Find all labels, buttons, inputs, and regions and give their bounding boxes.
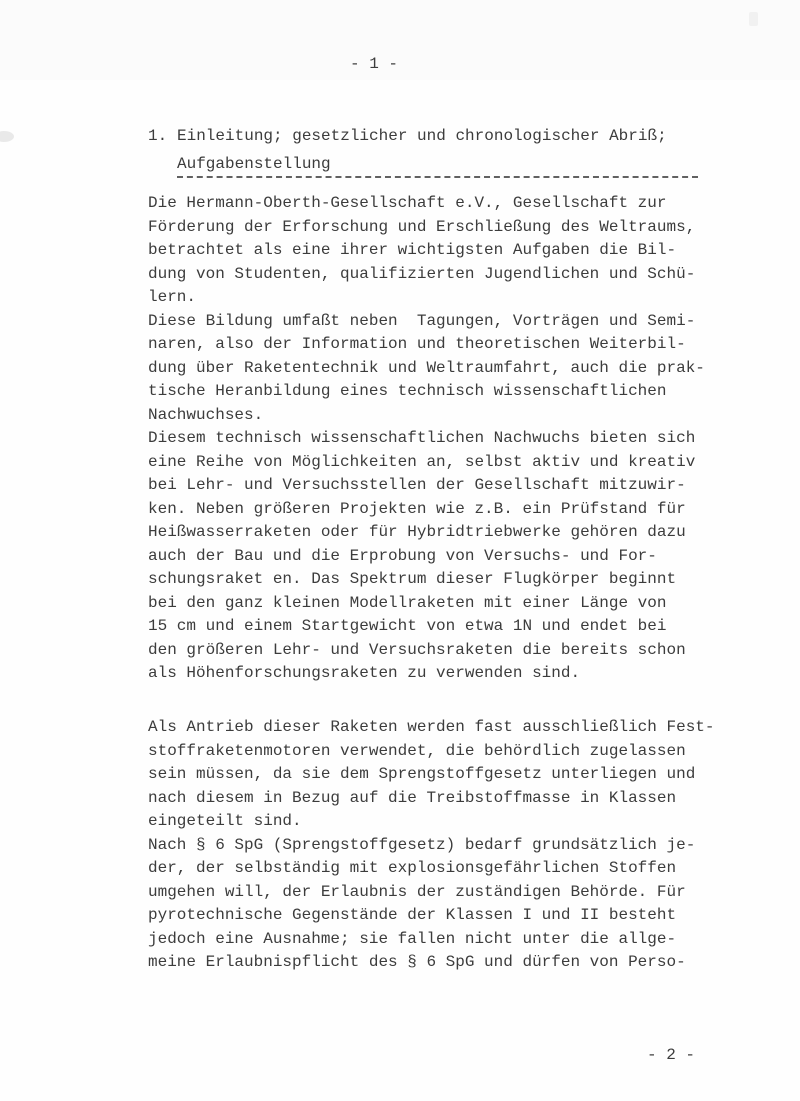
text-line: pyrotechnische Gegenstände der Klassen I und II besteht — [148, 906, 677, 924]
text-line: auch der Bau und die Erprobung von Versuchs- und For- — [148, 546, 657, 565]
text-line: Nachwuchses. — [148, 405, 264, 424]
text-line: jedoch eine Ausnahme; sie fallen nicht unter die allge- — [148, 929, 677, 948]
text-line: bei den ganz kleinen Modellraketen mit einer Länge von — [148, 593, 667, 612]
paragraph-2 — [148, 716, 715, 975]
scan-mark-icon — [749, 12, 758, 26]
text-line: Diesem technisch wissenschaftlichen Nachwuchs bieten sich — [148, 429, 696, 447]
text-line: lern. — [148, 288, 197, 306]
text-line: ken. Neben größeren Projekten wie z.B. ein Prüfstand für — [148, 499, 686, 518]
scan-band — [0, 0, 800, 80]
text-line: stoffraketenmotoren verwendet, die behördlich zugelassen — [148, 741, 686, 760]
text-line: Diese Bildung umfaßt neben Tagungen, Vorträgen und Semi- — [148, 311, 696, 330]
section-heading — [148, 122, 698, 178]
text-line: der, der selbständig mit explosionsgefährlichen Stoffen — [148, 859, 677, 877]
text-line: naren, also der Information und theoretischen Weiterbil- — [148, 335, 686, 353]
heading-lines — [177, 122, 698, 178]
text-line: Die Hermann-Oberth-Gesellschaft e.V., Gesellschaft zur — [148, 194, 667, 212]
text-line: nach diesem in Bezug auf die Treibstoffmasse in Klassen — [148, 788, 677, 807]
text-line: Förderung der Erforschung und Erschließung des Weltraums, — [148, 217, 696, 236]
text-line: als Höhenforschungsraketen zu verwenden sind. — [148, 664, 581, 682]
scan-smudge-icon — [0, 131, 14, 142]
text-line: umgehen will, der Erlaubnis der zuständigen Behörde. Für — [148, 882, 686, 901]
text-line: betrachtet als eine ihrer wichtigsten Aufgaben die Bil- — [148, 241, 677, 259]
text-line: bei Lehr- und Versuchsstellen der Gesellschaft mitzuwir- — [148, 476, 686, 494]
text-line: eingeteilt sind. — [148, 812, 302, 830]
text-line: dung von Studenten, qualifizierten Jugendlichen und Schü- — [148, 264, 696, 283]
page-number-bottom: - 2 - — [647, 1046, 696, 1064]
text-line: 15 cm und einem Startgewicht von etwa 1N und endet bei — [148, 617, 667, 635]
text-line: meine Erlaubnispflicht des § 6 SpG und dürfen von Perso- — [148, 953, 686, 971]
text-line: Heißwasserraketen oder für Hybridtriebwerke gehören dazu — [148, 523, 686, 541]
text-line: schungsraket en. Das Spektrum dieser Flugkörper beginnt — [148, 570, 677, 588]
text-line: sein müssen, da sie dem Sprengstoffgesetz unterliegen und — [148, 765, 696, 783]
paragraph-1 — [148, 192, 705, 686]
heading-subtitle-underlined — [177, 150, 698, 178]
heading-title-line: Einleitung; gesetzlicher und chronologischer Abriß; — [177, 127, 667, 145]
text-line: eine Reihe von Möglichkeiten an, selbst aktiv und kreativ — [148, 452, 696, 471]
heading-subtitle-text: Aufgabenstellung — [177, 155, 331, 173]
heading-number: 1. — [148, 127, 168, 145]
text-line: Als Antrieb dieser Raketen werden fast ausschließlich Fest- — [148, 718, 715, 736]
text-line: den größeren Lehr- und Versuchsraketen die bereits schon — [148, 640, 686, 659]
text-line: tische Heranbildung eines technisch wissenschaftlichen — [148, 382, 667, 400]
text-line: Nach § 6 SpG (Sprengstoffgesetz) bedarf grundsätzlich je- — [148, 835, 696, 854]
text-line: dung über Raketentechnik und Weltraumfahrt, auch die prak- — [148, 358, 705, 377]
page-number-top: - 1 - — [350, 55, 399, 73]
